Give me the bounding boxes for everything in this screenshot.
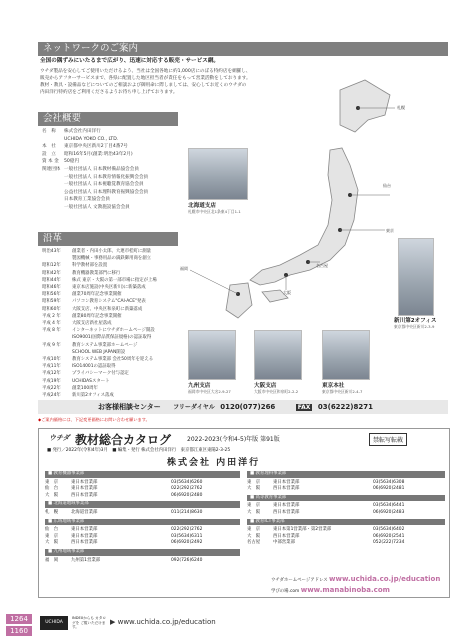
history-text: SCHOOL WEB JAPAN開設 <box>72 349 126 355</box>
network-section-title: ネットワークのご案内 <box>38 42 448 56</box>
city: 東 京 <box>247 503 261 509</box>
city: 大 阪 <box>45 540 59 546</box>
office: 北海道営業部 <box>71 509 98 515</box>
company-row <box>42 136 118 144</box>
history-row <box>42 306 142 313</box>
office: 東日本営業部 <box>273 503 300 509</box>
map-label-sapporo: 札幌 <box>397 105 405 110</box>
contact-row <box>247 527 445 534</box>
history-text: UCHIDASスタート <box>72 378 110 384</box>
footer-url[interactable]: ▶ www.uchida.co.jp/education <box>110 618 216 626</box>
company-row-key: 設 立 <box>42 151 56 157</box>
city: 東 京 <box>247 527 261 533</box>
contact-row <box>247 540 445 547</box>
dept-header: ■ 教育機器事業部 <box>45 471 240 478</box>
history-year: 昭和59年 <box>42 299 61 305</box>
office: 東日本営業部 <box>71 486 98 492</box>
history-row <box>42 262 107 269</box>
phone: 03(5634)6308 <box>373 479 405 485</box>
company-row-value: 昭和16年5月(創業:明治43年2月) <box>64 151 133 157</box>
contact-row <box>247 510 445 517</box>
history-text: 創業80周年記念事業開催 <box>72 313 122 319</box>
phone: 03(5634)6311 <box>171 533 203 539</box>
fax-label: FAX <box>297 404 311 411</box>
company-row <box>42 158 79 166</box>
company-row-value: 株式会社内田洋行 <box>64 129 101 134</box>
fax-number: 03(6222)8271 <box>317 403 373 411</box>
contact-row <box>45 527 240 534</box>
history-text: ISO14001の認証取得 <box>72 364 116 370</box>
history-year: 平成 9 年 <box>42 342 61 348</box>
city: 大 阪 <box>45 492 59 498</box>
history-year: 平成 4 年 <box>42 321 61 326</box>
phone: 06(6920)2492 <box>171 540 203 546</box>
dept-header: ■ 広域地域事業部 <box>45 519 240 526</box>
history-row <box>42 342 137 349</box>
office: 東日本営業部 <box>71 479 98 485</box>
company-row <box>42 189 148 197</box>
history-text: 創業100周年 <box>72 385 98 391</box>
history-row <box>42 255 151 262</box>
shinkawa-office-photo <box>398 238 434 316</box>
history-text: 教育システム事業部 会社50周年を迎える <box>72 357 154 362</box>
no-reprint-stamp: 禁転写転載 <box>369 433 407 446</box>
office: 東日本営業部 <box>71 527 98 533</box>
company-row-value: 公益社団法人 日本理科教育振興協会会員 <box>64 189 149 195</box>
phone: 03(5634)6441 <box>373 503 405 509</box>
history-text: パソコン教育システム"CAI-ACE"発表 <box>72 299 146 305</box>
history-row <box>42 320 112 327</box>
history-year: 昭和46年 <box>42 285 61 290</box>
city: 福 岡 <box>45 557 59 563</box>
office: 西日本営業部 <box>273 533 300 539</box>
catalog-left-contacts <box>45 469 240 564</box>
history-row <box>42 298 146 305</box>
map-label-tokyo: 東京 <box>386 228 394 233</box>
history-year: 昭和44年 <box>42 277 61 283</box>
city: 東 京 <box>45 479 59 485</box>
footer-index-note: INDEXからも カタログを ご覧いただけます。 <box>72 616 106 630</box>
company-row <box>42 181 144 189</box>
dept-header: ■ 北海道地域事業部 <box>45 501 240 508</box>
history-year: 平成24年 <box>42 393 61 398</box>
network-body-4: 内田洋行特約店をご利用くださるようお待ち申し上げております。 <box>40 90 178 95</box>
city: 大 阪 <box>247 509 261 515</box>
company-row-key: 名 称 <box>42 129 56 134</box>
kyushu-branch-photo <box>188 330 236 380</box>
price-notice: ◆ご案内価格には、下記変更価格にお問い合わせ願います。 <box>38 417 150 422</box>
phone: 06(6920)2480 <box>171 492 203 498</box>
history-text: 大阪支店新社屋落成 <box>72 321 112 326</box>
city: 大 阪 <box>247 486 261 492</box>
office: 東日本営業部 <box>71 533 98 539</box>
history-year: 明治43年 <box>42 249 61 254</box>
tokyo-head-office-photo <box>322 330 370 380</box>
history-section-title: 沿革 <box>38 232 178 246</box>
map-label-osaka: 大阪 <box>283 290 291 295</box>
city: 東 京 <box>45 533 59 539</box>
history-year: 平成22年 <box>42 385 61 391</box>
company-row <box>42 204 130 212</box>
office: 東日本営業部 <box>273 479 300 485</box>
company-row <box>42 166 139 174</box>
city: 仙 台 <box>45 527 59 533</box>
company-row <box>42 151 133 159</box>
history-row <box>42 270 120 277</box>
history-text: インターネットにウチダホームページ開設 <box>72 328 155 334</box>
contact-row <box>45 510 240 517</box>
company-row <box>42 143 128 151</box>
office: 西日本営業部 <box>71 492 98 498</box>
history-row <box>42 378 110 385</box>
phone: 052(222)7234 <box>373 540 405 546</box>
web-address-2: 学びの場.com www.manabinoba.com <box>271 586 390 594</box>
company-section-title: 会社概要 <box>38 112 178 126</box>
company-row-value: 一般社団法人 文教施設協会会員 <box>64 205 130 210</box>
company-row <box>42 128 101 136</box>
shinkawa-office-caption: 新川第2オフィス 東京都中央区新川2-3-9 <box>394 318 437 329</box>
history-year: 平成 2 年 <box>42 313 61 319</box>
kyushu-branch-caption: 九州支店 福岡市中央区大名2-9-27 <box>188 383 231 394</box>
japan-map <box>190 70 420 370</box>
catalog-title: 教材総合カタログ <box>75 433 172 447</box>
history-text: プライバシーマーク付与認定 <box>72 371 129 377</box>
catalog-brand: ウチダ <box>49 434 70 442</box>
history-text: 大阪支店、中央区和泉町に新築落成 <box>72 306 143 312</box>
history-year: 平成12年 <box>42 371 61 377</box>
history-text: ISO9001(国際品質保証規格)の認証取得 <box>72 335 152 341</box>
tokyo-head-office-caption: 東京本社 東京都中央区新川2-4-7 <box>322 383 363 394</box>
contact-row <box>247 503 445 510</box>
freedial-number: 0120(077)266 <box>220 403 276 411</box>
company-row-value: UCHIDA YOKO CO., LTD. <box>64 136 119 142</box>
history-row <box>42 363 115 370</box>
network-body-1: ウチダ製品を安心してご使用いただけるよう、当社は全国各地に約1,000店にのぼる特約店を網羅し、 <box>40 69 251 74</box>
history-row <box>42 313 122 320</box>
office: 西日本営業部 <box>273 486 300 492</box>
history-year: 昭和42年 <box>42 270 61 276</box>
history-text: 株式 東京・大阪の第一部市場に指定が上場 <box>72 277 157 283</box>
office: 東日本第1営業部・第2営業部 <box>273 527 332 533</box>
phone: 092(726)6240 <box>171 557 203 563</box>
history-text: 新川第2オフィス落成 <box>72 393 114 398</box>
history-row <box>42 277 157 284</box>
network-body-3: 教材・教具・設備品などについてのご相談および御用命に際しましては、安心してお近くのウチダの <box>40 83 247 88</box>
office: 中部営業部 <box>273 540 295 546</box>
osaka-branch-photo <box>254 330 302 380</box>
map-label-nagoya: 名古屋 <box>316 263 328 268</box>
web-address-1: ウチダホームページアドレス www.uchida.co.jp/education <box>271 575 441 583</box>
catalog-edition: 2022-2023(令和4-5)年版 第91版 <box>187 436 280 443</box>
history-year: 昭和60年 <box>42 306 61 312</box>
page-number-1: 1264 <box>6 614 32 624</box>
contact-bar <box>38 400 448 414</box>
contact-row <box>45 493 240 500</box>
phone: 06(6920)2481 <box>373 486 405 492</box>
freedial-label: フリーダイヤル <box>173 404 215 411</box>
catalog-right-contacts <box>247 469 445 547</box>
history-row <box>42 291 122 298</box>
phone: 03(5634)6402 <box>373 527 405 533</box>
phone: 06(6920)2483 <box>373 509 405 515</box>
phone: 03(5634)6260 <box>171 479 203 485</box>
company-row-key: 本 社 <box>42 144 56 150</box>
uchida-logo: UCHIDA <box>40 616 68 630</box>
page-footer <box>0 604 462 644</box>
company-row-key: 関連団体 <box>42 167 61 172</box>
osaka-branch-caption: 大阪支店 大阪市中央区和泉町2-2-2 <box>254 383 299 394</box>
office: 西日本営業部 <box>71 540 98 546</box>
city: 札 幌 <box>45 509 59 515</box>
history-year: 平成19年 <box>42 378 61 384</box>
office: 西日本営業部 <box>273 509 300 515</box>
office: 九州第1営業部 <box>71 557 101 563</box>
history-row <box>42 356 153 363</box>
history-row <box>42 327 155 334</box>
map-label-fukuoka: 福岡 <box>180 266 188 271</box>
page-number-2: 1160 <box>6 626 32 636</box>
history-row <box>42 370 129 377</box>
history-text: 教育システム事業部ホームページ <box>72 342 138 348</box>
history-row <box>42 248 151 255</box>
company-row <box>42 174 148 182</box>
catalog-box <box>38 428 450 598</box>
city: 東 京 <box>247 479 261 485</box>
contact-row <box>45 486 240 493</box>
company-row-key: 資 本 金 <box>42 159 59 165</box>
history-year: 昭和56年 <box>42 292 61 298</box>
company-row-value: 日本教育工業協会会員 <box>64 197 110 203</box>
dept-header: ■ 九州地域事業部 <box>45 549 240 556</box>
network-body-2: 販売からアフターサービスまで、各県に配置した地区担当者が責任をもって営業活動をしております。 <box>40 76 251 81</box>
company-row-value: 一般社団法人 日本教材備品協会会員 <box>64 167 139 172</box>
contact-row <box>247 486 445 493</box>
company-row-value: 一般社団法人 日本視聴覚教育協会会員 <box>64 182 144 188</box>
history-text: 東京本店施設(中央区新川)に新築落成 <box>72 285 146 290</box>
dept-header: ■ 教育ICT事業部 <box>247 519 445 526</box>
phone: 06(6920)2541 <box>373 533 405 539</box>
history-row <box>42 334 151 341</box>
history-year: 平成10年 <box>42 357 61 362</box>
history-row <box>42 284 146 291</box>
company-row <box>42 196 110 204</box>
history-text: 創業70周年記念事業開催 <box>72 292 122 298</box>
hokkaido-branch-caption: 北海道支店 札幌市中央区北1条東4丁目1-1 <box>188 203 241 214</box>
history-row <box>42 385 98 392</box>
history-text: 教育機器教業部門に移行 <box>72 270 121 276</box>
network-lead: 全国の隅ずみにいたるまで広がり、迅速に対応する販売・サービス網。 <box>40 58 220 64</box>
contact-label: お客様相談センター <box>98 403 161 411</box>
map-label-sendai: 仙台 <box>383 183 391 188</box>
history-row <box>42 392 114 399</box>
catalog-issue-info: ■ 発行／2022年(令和4年)3月 ■ 編集・発行 株式会社内田洋行 東京都江東区東陽2-3-25 <box>47 448 231 453</box>
history-row <box>42 349 125 356</box>
dept-header: ■ 教育理科事業部 <box>247 471 445 478</box>
history-year: 平成11年 <box>42 364 61 370</box>
history-year: 昭和12年 <box>42 263 61 269</box>
phone: 011(214)8630 <box>171 509 203 515</box>
history-year: 平成 8 年 <box>42 328 61 334</box>
phone: 022(292)2762 <box>171 527 203 533</box>
contact-row <box>45 540 240 547</box>
history-text: 製図機械・事務用品の満鉄御用商を創立 <box>72 256 152 262</box>
history-text: 科学教材部を設置 <box>72 263 108 269</box>
hokkaido-branch-photo <box>188 148 248 200</box>
catalog-company-logo: 株式会社 内田洋行 <box>167 458 261 468</box>
city: 名古屋 <box>247 540 261 546</box>
company-row-value: 一般社団法人 日本教育情報化振興会会員 <box>64 174 149 180</box>
history-text: 創業者・内田小太郎、大連市桂町に測量 <box>72 249 152 254</box>
company-row-value: 50億円 <box>64 159 80 165</box>
city: 仙 台 <box>45 486 59 492</box>
contact-row <box>45 558 240 565</box>
company-row-value: 東京都中央区新川2丁目4番7号 <box>64 144 128 150</box>
phone: 022(292)2762 <box>171 486 203 492</box>
dept-header: ■ 高等教育事業部 <box>247 495 445 502</box>
city: 大 阪 <box>247 533 261 539</box>
